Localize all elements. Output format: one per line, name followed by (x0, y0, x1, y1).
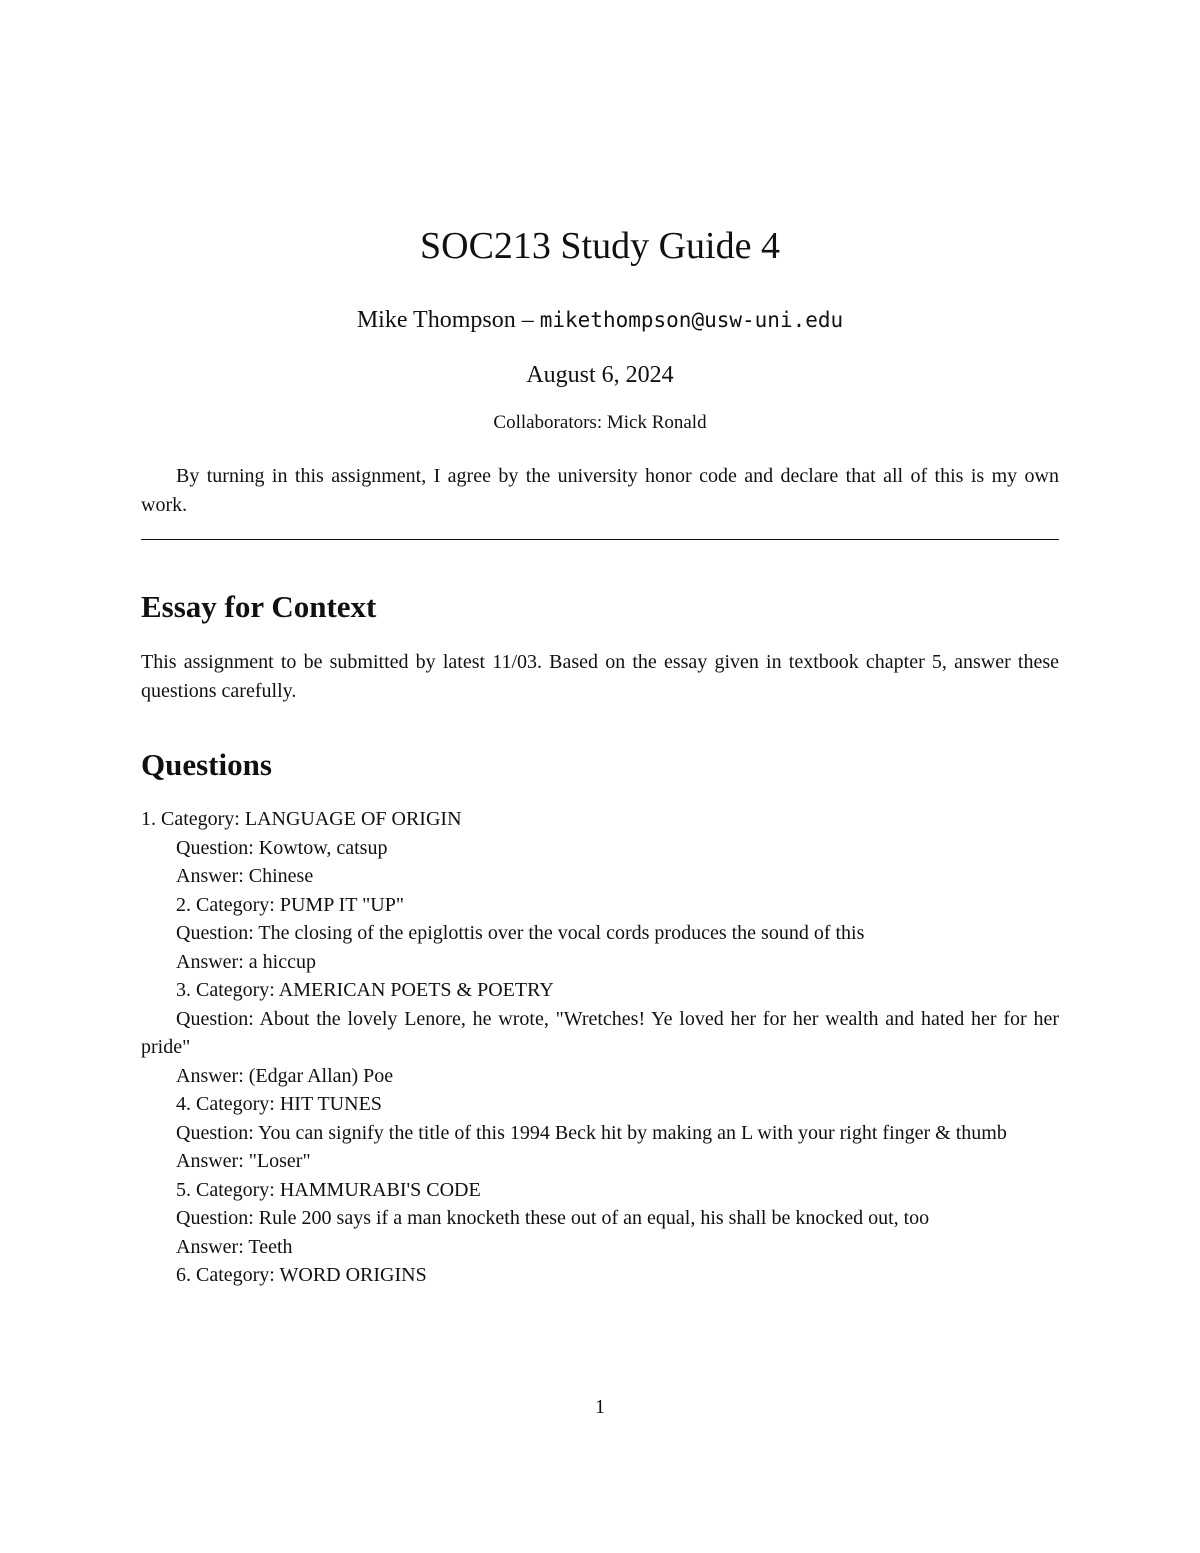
question-line: Question: About the lovely Lenore, he wrote, "Wretches! Ye loved her for her wealth and hated her for her pride" (141, 1007, 1059, 1058)
essay-paragraph: This assignment to be submitted by latest 11/03. Based on the essay given in textbook chapter 5, answer these questions carefully. (141, 651, 1059, 702)
category-line: 6. Category: WORD ORIGINS (176, 1264, 427, 1286)
answer-line: Answer: a hiccup (176, 950, 316, 973)
question-line: Question: Kowtow, catsup (176, 836, 388, 859)
page-number: 1 (595, 1396, 605, 1418)
honor-statement: By turning in this assignment, I agree by the university honor code and declare that all of this is my own work. (141, 465, 1059, 516)
author-email: mikethompson@usw-uni.edu (539, 308, 844, 332)
category-line: 3. Category: AMERICAN POETS & POETRY (176, 979, 554, 1001)
questions-section-heading: Questions (141, 747, 272, 782)
document-title: SOC213 Study Guide 4 (420, 225, 780, 267)
question-line: Question: You can signify the title of this 1994 Beck hit by making an L with your right finger & thumb (176, 1121, 1007, 1144)
author-name: Mike Thompson (356, 307, 516, 333)
author-line (0, 303, 1200, 337)
collaborators-line: Collaborators: Mick Ronald (493, 412, 707, 433)
question-line: Question: The closing of the epiglottis over the vocal cords produces the sound of this (176, 922, 865, 944)
category-line: 4. Category: HIT TUNES (176, 1093, 382, 1115)
answer-line: Answer: Teeth (176, 1235, 293, 1258)
question-line: 1. Category: LANGUAGE OF ORIGIN (141, 808, 462, 830)
essay-section-heading: Essay for Context (141, 589, 377, 624)
horizontal-rule (141, 539, 1059, 540)
question-line: Question: Rule 200 says if a man knocketh these out of an equal, his shall be knocked out, too (176, 1207, 930, 1229)
category-line: 5. Category: HAMMURABI'S CODE (176, 1178, 481, 1201)
questions-list (141, 805, 1059, 1290)
answer-line: Answer: (Edgar Allan) Poe (176, 1064, 394, 1087)
category-line: 2. Category: PUMP IT "UP" (176, 893, 405, 916)
document-date: August 6, 2024 (526, 362, 674, 388)
answer-line: Answer: "Loser" (176, 1150, 311, 1172)
author-separator: – (515, 307, 540, 333)
answer-line: Answer: Chinese (176, 865, 314, 887)
